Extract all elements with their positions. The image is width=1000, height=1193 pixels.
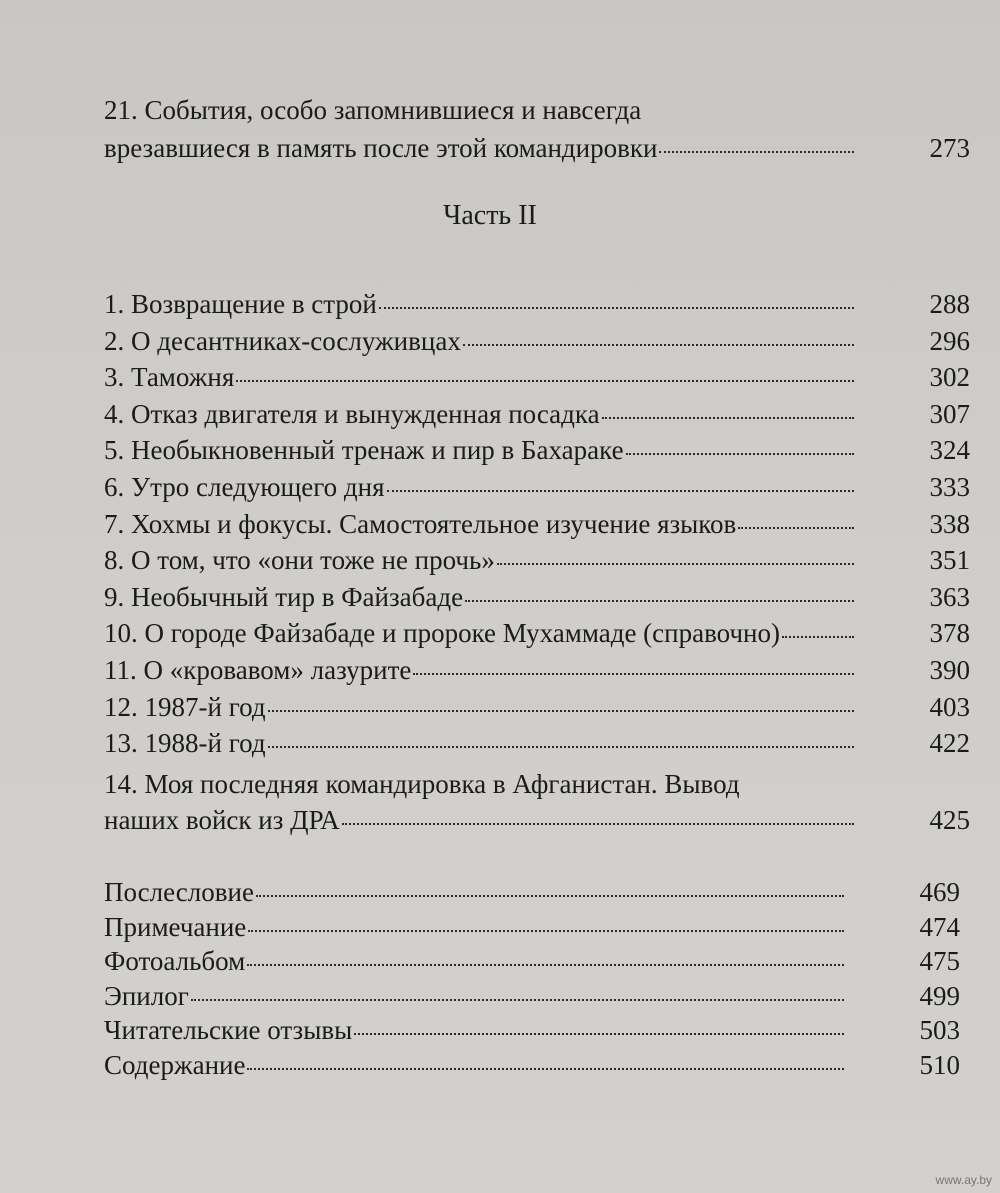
toc-entry [104,506,970,542]
toc-entry [104,542,970,578]
toc-entry-title: 3. Таможня [104,362,235,393]
toc-page-number: 333 [929,472,970,502]
toc-entry [104,579,970,615]
toc-entry-title: 10. О городе Файзабаде и пророке Мухаммаде (справочно) [104,618,780,649]
toc-entry-title: 6. Утро следующего дня [104,472,385,502]
dot-leader [236,380,854,382]
toc-entry-title: Эпилог [104,980,189,1011]
dot-leader [602,417,854,419]
dot-leader [738,527,854,529]
toc-page-number: 296 [929,325,970,356]
dot-leader [465,600,854,602]
toc-entry-14-line1: 14. Моя последняя командировка в Афганистан. Вывод [104,769,740,799]
dot-leader [248,930,844,932]
part-heading-text: Часть II [443,200,537,231]
toc-page-number: 510 [919,1049,960,1080]
toc-page-number: 475 [919,946,960,976]
dot-leader [247,1068,844,1070]
dot-leader [387,490,854,492]
toc-entry [104,725,970,761]
dot-leader [342,823,854,825]
toc-page-number: 288 [929,289,970,319]
toc-page-number: 351 [929,545,970,576]
dot-leader [659,151,854,153]
dot-leader [413,673,854,675]
toc-entry-title: Читательские отзывы [104,1015,353,1045]
watermark: www.ay.by [935,1173,992,1187]
toc-entry [104,652,970,688]
toc-page-number: 422 [929,728,970,759]
toc-entry-14 [104,802,970,838]
toc-entry [104,432,970,468]
toc-entry [104,359,970,395]
dot-leader [379,307,854,309]
toc-entry-title: Содержание [104,1049,246,1080]
toc-entry [104,396,970,432]
toc-entry [104,1047,960,1083]
toc-entry-title: врезавшиеся в память после этой командировки [104,133,658,163]
toc-entry-title: 1. Возвращение в строй [104,289,377,319]
toc-entry-title: 8. О том, что «они тоже не прочь» [104,545,495,576]
dot-leader [191,999,844,1001]
dot-leader [247,964,844,966]
toc-page-number: 503 [919,1015,960,1045]
toc-entry-title: наших войск из ДРА [104,805,340,835]
toc-entry-title: 12. 1987-й год [104,691,266,722]
toc-entry [104,286,970,322]
toc-entry-title: Послесловие [104,877,254,907]
toc-page-number: 338 [929,508,970,539]
toc-entry-title: 2. О десантниках-сослуживцах [104,325,461,356]
toc-page-number: 469 [919,877,960,907]
toc-entry-title: 4. Отказ двигателя и вынужденная посадка [104,398,600,429]
dot-leader [354,1033,844,1035]
toc-entry-21 [104,130,970,166]
toc-entry [104,909,960,945]
toc-entry-title: 9. Необычный тир в Файзабаде [104,581,464,612]
dot-leader [782,636,854,638]
toc-entry [104,943,960,979]
toc-entry [104,323,970,359]
toc-entry-21-line1: 21. События, особо запомнившиеся и навсегда [104,95,642,125]
dot-leader [256,895,844,897]
toc-entry [104,615,970,651]
toc-entry-title: 7. Хохмы и фокусы. Самостоятельное изучение языков [104,508,737,539]
toc-entry [104,978,960,1014]
dot-leader [463,344,854,346]
toc-page-number: 307 [929,398,970,429]
toc-page-number: 425 [929,805,970,835]
toc-entry-title: 5. Необыкновенный тренаж и пир в Бахараке [104,435,624,466]
toc-entry [104,469,970,505]
toc-page-number: 363 [929,581,970,612]
toc-page-number: 324 [929,435,970,466]
dot-leader [626,453,854,455]
toc-page-number: 302 [929,362,970,393]
toc-entry [104,689,970,725]
part-heading [0,200,1000,232]
toc-page-number: 273 [929,133,970,163]
toc-entry [104,1012,960,1048]
dot-leader [268,710,854,712]
dot-leader [268,746,854,748]
toc-page-number: 499 [919,980,960,1011]
toc-page-number: 378 [929,618,970,649]
toc-page-number: 403 [929,691,970,722]
toc-page-number: 390 [929,655,970,685]
toc-entry-title: Фотоальбом [104,946,246,976]
toc-entry-title: 11. О «кровавом» лазурите [104,655,412,685]
toc-entry [104,874,960,910]
toc-entry-title: Примечание [104,911,247,942]
toc-entry-title: 13. 1988-й год [104,728,266,759]
dot-leader [497,563,854,565]
toc-page-number: 474 [919,911,960,942]
